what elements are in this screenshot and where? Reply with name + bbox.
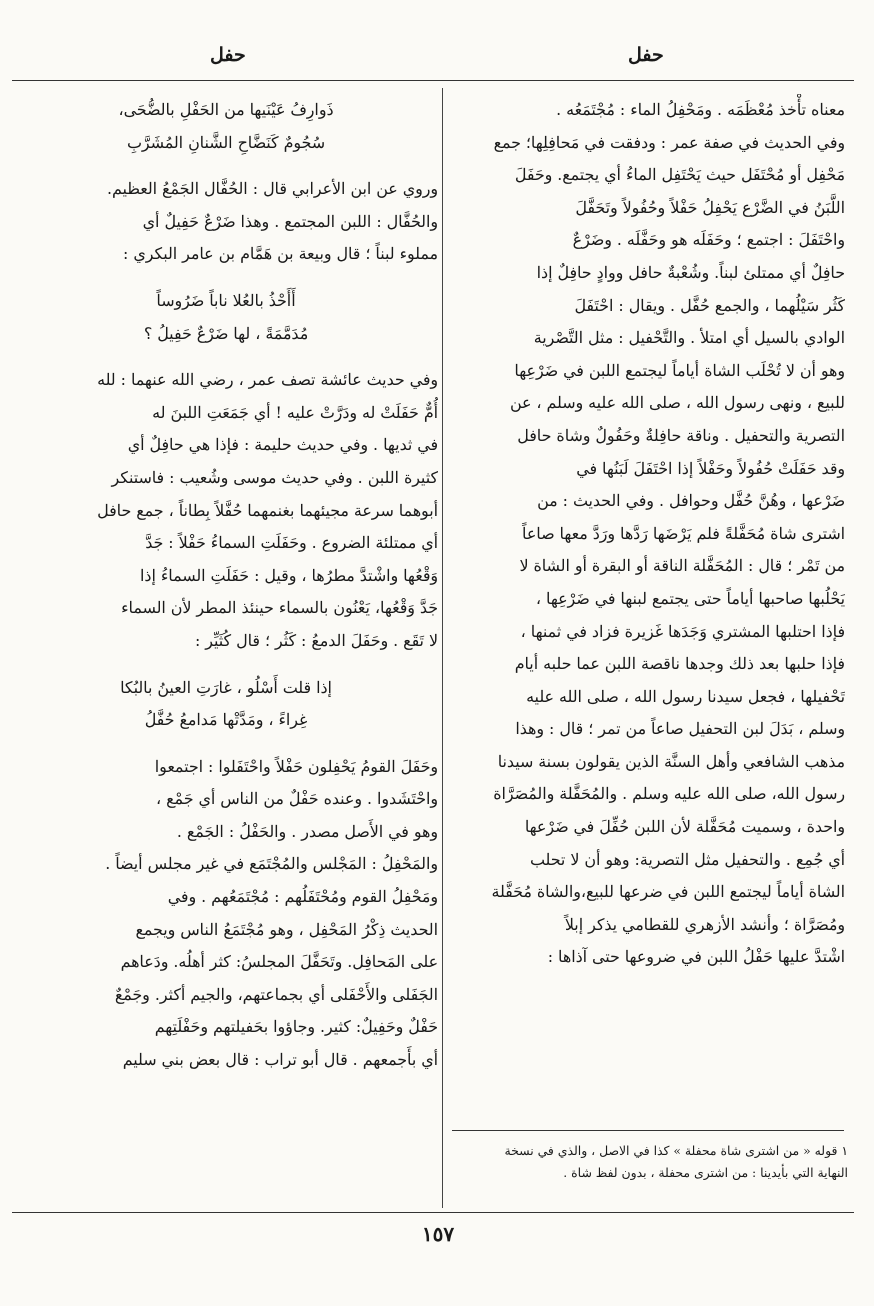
text-line: حافِلٌ أي ممتلئ لبناً. وشُعْبةٌ حافل ووادٍ حافِلٌ إذا [536,262,845,282]
page-number: ١٥٧ [421,1222,455,1246]
text-line: أي جُمِع . والتحفيل مثل التصرية: وهو أن لا تحلب [529,849,845,869]
text-line: والحُفَّال : اللبن المجتمع . وهذا ضَرْعٌ حَفِيلٌ أي [142,211,438,231]
text-line: وروي عن ابن الأعرابي قال : الحُفَّال الجَمْعُ العظيم. [106,179,438,199]
verse-2 [14,285,438,350]
left-column [14,94,438,1077]
text-line: معناه تأْخذ مُعْظَمَه . ومَحْفِلُ الماء : مُجْتَمَعُه . [556,100,845,119]
footer-rule [12,1212,854,1213]
text-line: تَحْفيلها ، فجعل سيدنا رسول الله ، صلى الله عليه [526,686,845,706]
header-rule [12,80,854,81]
verse-line: ذَوارِفُ عَيْنَيها من الحَفْلِ بالضُّحَى، [118,100,334,119]
verse-line: سُجُومٌ كَنَضَّاحِ الشَّنانِ المُشَرَّبِ [127,132,325,152]
text-line: اشترى شاة مُحَفَّلةً فلم يَرْضَها رَدَّها ورَدَّ معها صاعاً [522,523,845,543]
text-line: الوادي بالسيل أي امتلأ . والتَّحْفيل : مثل التَّصْرية [533,328,845,348]
column-separator [442,88,443,1208]
footnote-line: ١ قوله « من اشترى شاة محفلة » كذا في الاصل ، والذي في نسخة [504,1143,848,1158]
verse-line: مُدَمَّمَةً ، لها ضَرْعٌ حَفِيلُ ؟ [143,323,309,343]
verse-line: أَأَحْذُ بالعُلا ناباً ضَرُوساً [156,290,296,310]
verse-line: إذا قلت أَسْلُو ، غارَتِ العينُ بالبُكا [120,677,332,697]
text-line: واحْتَشَدوا . وعنده حَفْلٌ من الناس أي جَمْع ، [156,789,438,809]
text-line: وفي حديث عائشة تصف عمر ، رضي الله عنهما : لله [97,370,438,390]
text-line: فإذا حلبها بعد ذلك وجدها ناقصة اللبن عما حلبه أيام [514,654,845,674]
header-left-title: حفل [210,44,246,66]
text-line: كثيرة اللبن . وفي حديث موسى وشُعيب : فاستنكر [111,467,438,487]
text-line: ضَرْعها ، وهُنَّ حُفَّل وحوافل . وفي الحديث : من [537,491,845,511]
text-line: التصرية والتحفيل . وناقة حافِلةٌ وحَفُولٌ وشاة حافل [517,425,845,445]
footnote-rule [452,1130,844,1131]
text-line: اللَّبَنُ في الضَّرْع يَحْفِلُ حَفْلاً وحُفُولاً وتَحَفَّلَ [575,197,845,217]
text-line: الجَفَلى والأَحْفَلى أي بجماعتهم، والجيم أكثر. وجَمْعٌ [114,984,438,1004]
text-line: وَقْعُها واشْتدَّ مطرُها ، وقيل : حَفَلَتِ السماءُ إذا [140,565,438,585]
text-line: يَحْلُبها صاحبها أياماً حتى يجتمع لبنها في ضَرْعِها ، [535,588,845,608]
header-right-title: حفل [628,44,664,66]
text-line: أي بأَجمعهم . قال أبو تراب : قال بعض بني سليم [122,1050,438,1070]
text-line: مذهب الشافعي وأهل السنَّة الذين يقولون بسنة سيدنا [497,751,845,771]
text-line: فإذا احتلبها المشتري وَجَدَها غَزيرة فزاد في ثمنها ، [520,621,845,641]
text-line: وسلم ، بَدَلَ لبن التحفيل صاعاً من تمر ؛ قال : وهذا [515,719,845,739]
footnote-line: النهاية التي بأيدينا : من اشترى محفلة ، بدون لفظ شاة . [563,1165,848,1180]
verse-line: غِراءً ، ومَدَّتْها مَدامعُ حُفَّلُ [144,710,308,730]
text-line: رسول الله، صلى الله عليه وسلم . والمُحَفَّلة والمُصَرَّاة [493,784,845,804]
text-line: وحَفَلَ القومُ يَحْفِلون حَفْلاً واحْتَفَلوا : اجتمعوا [154,756,438,776]
verse-1 [14,94,438,159]
text-line: ومَحْفِلُ القوم ومُحْتَفَلُهم : مُجْتَمَعُهم . وفي [167,887,438,907]
footnote [450,1140,848,1184]
text-line: مملوء لبناً ؛ قال وبيعة بن هَمَّام بن عامر البكري : [123,244,438,264]
text-line: والمَحْفِلُ : المَجْلس والمُجْتَمَع في غير مجلس أيضاً . [105,854,438,874]
right-column [447,94,845,974]
text-line: على المَحافِل. وتَحَفَّلَ المجلسُ: كثر أهلُه. ودَعاهم [120,952,438,972]
text-line: في ثديها . وفي حديث حليمة : فإذا هي حافِلٌ أي [127,435,438,455]
verse-3 [14,672,438,737]
text-line: وهو في الأَصل مصدر . والحَفْلُ : الجَمْع . [176,821,438,841]
text-line: الشاة أياماً ليجتمع اللبن في ضرعها للبيع،والشاة مُحَفَّلة [491,882,845,902]
text-line: وفي الحديث في صفة عمر : ودفقت في مَحافِلِها؛ جمع [493,132,845,152]
text-line: للبيع ، ونهى رسول الله ، صلى الله عليه وسلم ، عن [509,393,845,413]
text-line: أُمٌّ حَفَلَتْ له ودَرَّتْ عليه ! أي جَمَعَتِ اللبنَ له [152,402,438,422]
text-line: ومُصَرَّاة ؛ وأنشد الأزهري للقطامي يذكر إبلاً [564,914,845,934]
text-line: وقد حَفَلَتْ حُفُولاً وحَفْلاً إذا احْتَفَلَ لَبَنُها في [576,458,845,478]
text-line: وهو أن لا تُحْلَب الشاة أياماً ليجتمع اللبن في ضَرْعِها [514,360,845,380]
text-line: أي ممتلئة الضروع . وحَفَلَتِ السماءُ حَفْلاً : جَدَّ [145,533,438,553]
text-line: واحدة ، وسميت مُحَفَّلة لأن اللبن حُفِّلَ في ضَرْعها [524,817,845,837]
paragraph-2 [14,364,438,657]
text-line: أبوهما سرعة مجيئهما بغنمهما حُفَّلاً بِطاناً ، جمع حافل [97,500,438,520]
text-line: الحديث ذِكْرُ المَحْفِل ، وهو مُجْتَمَعُ الناس ويجمع [135,919,438,939]
paragraph-3 [14,751,438,1077]
text-line: من تَمْر ؛ قال : المُحَفَّلة الناقة أو البقرة أو الشاة لا [519,556,845,576]
text-line: جَدَّ وَقْعُها، يَعْنُون بالسماء حينئذ المطر لأن السماء [121,598,438,618]
text-line: لا تَقَع . وحَفَلَ الدمعُ : كَثُر ؛ قال كُثَيِّر : [194,630,438,650]
text-line: واحْتَفَلَ : اجتمع ؛ وحَفَلَه هو وحَفَّلَه . وضَرْعٌ [572,230,845,250]
text-line: كَثُر سَيْلُهما ، والجمع حُفَّل . ويقال : احْتَفَلَ [574,295,845,315]
text-line: اشْتدَّ عليها حَفْلُ اللبن في ضروعها حتى آذاها : [547,947,845,967]
text-line: حَفْلٌ وحَفِيلٌ: كثير. وجاؤوا بحَفيلتهم وحَفْلَتِهم [154,1017,438,1037]
paragraph-1 [14,173,438,271]
text-line: مَحْفِل أو مُحْتَفَل حيث يَحْتَفِل الماءُ أي يجتمع. وحَفَلَ [514,165,845,185]
